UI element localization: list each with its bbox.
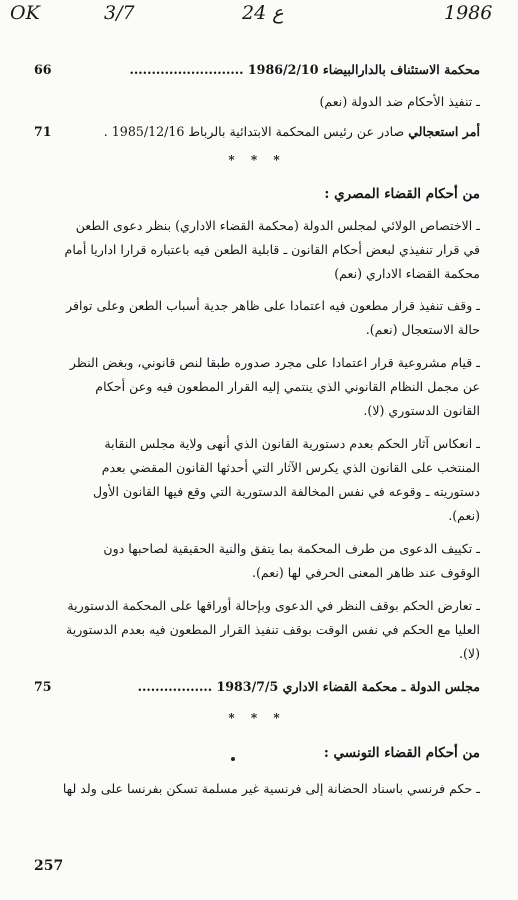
handwritten-ok: OK bbox=[10, 2, 40, 24]
toc-entry-rest: صادر عن رئيس المحكمة الابتدائية بالرباط 1985/12/16 . bbox=[103, 124, 409, 139]
list-item-continuation: دستوريته ـ وقوعه في نفس المخالفة الدستورية التي وقع فيها القانون الأول bbox=[93, 484, 480, 499]
list-item: ـ تنفيذ الأحكام ضد الدولة (نعم) bbox=[319, 94, 480, 109]
list-item: ـ وقف تنفيذ قرار مطعون فيه اعتمادا على ظاهر جدية أسباب الطعن وعلى توافر bbox=[66, 298, 480, 313]
list-item: ـ انعكاس آثار الحكم بعدم دستورية القانون الذي أنهى ولاية مجلس النقابة bbox=[104, 436, 480, 451]
list-item-continuation: القانون الدستوري (لا). bbox=[363, 403, 480, 418]
toc-entry-page: 75 bbox=[34, 679, 52, 694]
handwritten-year: 1986 bbox=[444, 2, 493, 24]
handwritten-reference: 24 ع bbox=[242, 2, 284, 24]
list-item: ـ تعارض الحكم بوقف النظر في الدعوى وبإحالة أوراقها على المحكمة الدستورية bbox=[67, 598, 480, 613]
list-item-continuation: (نعم). bbox=[448, 508, 480, 523]
list-item: ـ حكم فرنسي باسناد الحضانة إلى فرنسية غير مسلمة تسكن بفرنسا على ولد لها bbox=[62, 781, 480, 796]
toc-entry-page: 66 bbox=[34, 62, 52, 77]
toc-entry-bold: أمر استعجالي bbox=[408, 124, 480, 139]
list-item-continuation: الوقوف عند ظاهر المعنى الحرفي لها (نعم). bbox=[251, 565, 480, 580]
section-heading-tunisia: من أحكام القضاء التونسي : bbox=[323, 745, 480, 761]
page-number: 257 bbox=[34, 858, 64, 874]
list-item-continuation: محكمة القضاء الاداري (نعم) bbox=[334, 266, 480, 281]
section-divider: * * * bbox=[228, 153, 286, 167]
toc-entry-urgent bbox=[34, 124, 480, 140]
toc-entry-casablanca bbox=[34, 62, 480, 78]
list-item: ـ قيام مشروعية قرار اعتمادا على مجرد صدوره طبقا لنص قانوني، وبغض النظر bbox=[69, 355, 480, 370]
list-item: ـ تكييف الدعوى من طرف المحكمة بما يتفق والنية الحقيقية لصاحبها دون bbox=[103, 541, 480, 556]
section-heading-egypt: من أحكام القضاء المصري : bbox=[324, 186, 480, 202]
section-divider: * * * bbox=[228, 711, 286, 725]
list-item-continuation: المنتخب على القانون الذي يكرس الآثار التي أحدثها القانون المقضي بعدم bbox=[101, 460, 480, 475]
handwritten-fraction: 3/7 bbox=[104, 2, 135, 24]
toc-entry-text bbox=[104, 124, 480, 140]
list-item-continuation: العليا مع الحكم في نفس الوقت بوقف تنفيذ القرار المطعون فيه بعدم الدستورية bbox=[65, 622, 480, 637]
toc-entry-text: محكمة الاستئناف بالدارالبيضاء 1986/2/10 .......................... bbox=[129, 62, 480, 77]
list-item-continuation: في قرار تنفيذي لبعض أحكام القانون ـ قابلية الطعن فيه باعتباره قرارا اداريا أمام bbox=[64, 242, 480, 257]
list-item-continuation: (لا). bbox=[458, 646, 480, 661]
toc-entry-council bbox=[34, 679, 480, 695]
list-item-continuation: حالة الاستعجال (نعم). bbox=[365, 322, 480, 337]
toc-entry-text: مجلس الدولة ـ محكمة القضاء الاداري 1983/7/5 ................. bbox=[137, 679, 480, 694]
ink-speck bbox=[231, 757, 235, 761]
toc-entry-page: 71 bbox=[34, 124, 52, 139]
list-item-continuation: عن مجمل النظام القانوني الذي ينتمي إليه القرار المطعون فيه وعن أحكام bbox=[95, 379, 480, 394]
list-item: ـ الاختصاص الولائي لمجلس الدولة (محكمة القضاء الاداري) بنظر دعوى الطعن bbox=[75, 218, 480, 233]
